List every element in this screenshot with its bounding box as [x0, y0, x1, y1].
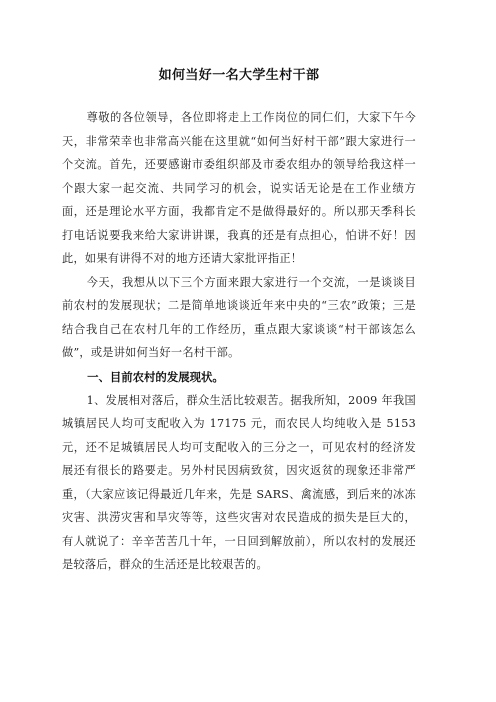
document-title: 如何当好一名大学生村干部 — [158, 68, 320, 83]
section-paragraph: 1、发展相对落后，群众生活比较艰苦。据我所知，2009 年我国城镇居民人均可支配收入为 17175 元，而农民人均纯收入是 5153 元，还不足城镇居民人均可支配收入的三分之一，可见农村的经济发展还有很长的路要走。另外村民因病致贫，因灾返贫的现象还非常严重，（大家应该记得最近几年来，先是 SARS、禽流感，到后来的冰冻灾害、洪涝灾害和旱灾等等，这些灾害对农民造成的损失是巨大的，有人就说了：辛辛苦苦几十年，一日回到解放前），所以农村的发展还是较落后，群众的生活还是比较艰苦的。 — [62, 393, 416, 571]
intro-paragraph: 尊敬的各位领导，各位即将走上工作岗位的同仁们，大家下午今天，非常荣幸也非常高兴能在这里就“如何当好村干部”跟大家进行一个交流。首先，还要感谢市委组织部及市委农组办的领导给我这样一个跟大家一起交流、共同学习的机会，说实话无论是在工作业绩方面，还是理论水平方面，我都肯定不是做得最好的。所以那天季科长打电话说要我来给大家讲讲课，我真的还是有点担心，怕讲不好！因此，如果有讲得不对的地方还请大家批评指正！ — [62, 111, 416, 265]
outline-paragraph: 今天，我想从以下三个方面来跟大家进行一个交流，一是谈谈目前农村的发展现状；二是简单地谈谈近年来中央的“三农”政策；三是结合我自己在农村几年的工作经历，重点跟大家谈谈“村干部该怎么做”，或是讲如何当好一名村干部。 — [62, 275, 416, 359]
section-heading: 一、目前农村的发展现状。 — [87, 369, 224, 384]
document-body — [62, 106, 416, 577]
